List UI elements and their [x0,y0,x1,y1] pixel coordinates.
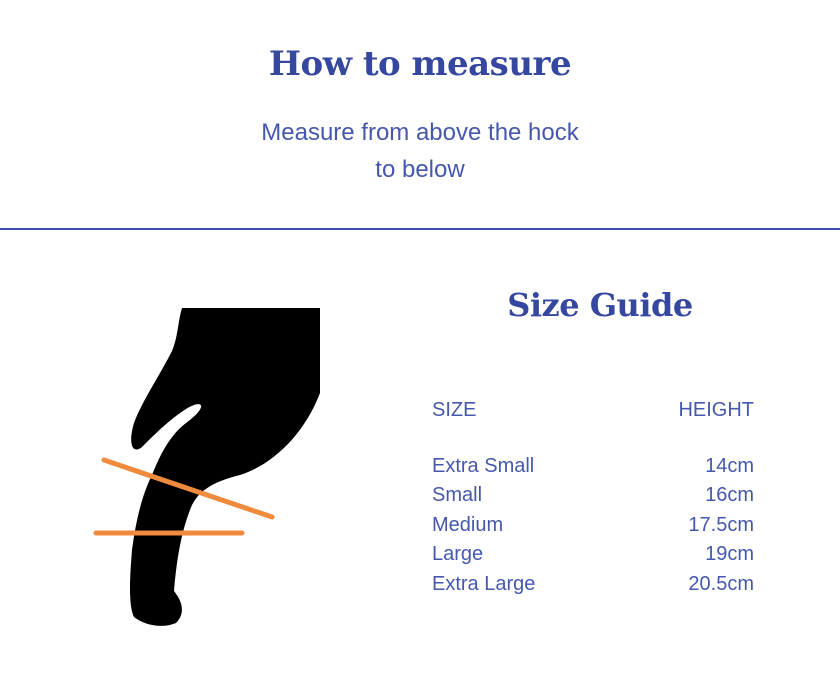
size-height: 14cm [705,454,754,477]
size-height: 16cm [705,484,754,506]
page-title: How to measure [268,44,572,84]
leg-silhouette [130,308,320,626]
column-header-height: HEIGHT [678,399,754,421]
size-guide-title: Size Guide [507,286,693,324]
size-height: 20.5cm [688,572,754,595]
size-table-header [432,396,754,426]
size-label: Large [432,543,484,565]
size-label: Small [432,484,483,506]
size-height: 19cm [705,543,754,565]
size-label: Extra Large [432,572,536,595]
column-header-size: SIZE [432,399,477,421]
measure-instructions [0,114,840,188]
size-label: Extra Small [432,454,535,477]
size-row [432,481,754,511]
size-row [432,570,754,600]
size-row [432,540,754,570]
section-divider [0,228,840,230]
size-row [432,511,754,541]
dog-leg-illustration-icon [90,305,330,630]
instruction-line-1: Measure from above the hock [261,119,579,146]
instruction-line-2: to below [375,156,465,183]
size-label: Medium [432,513,504,536]
size-height: 17.5cm [688,513,754,536]
size-row [432,452,754,482]
size-table [432,396,754,599]
